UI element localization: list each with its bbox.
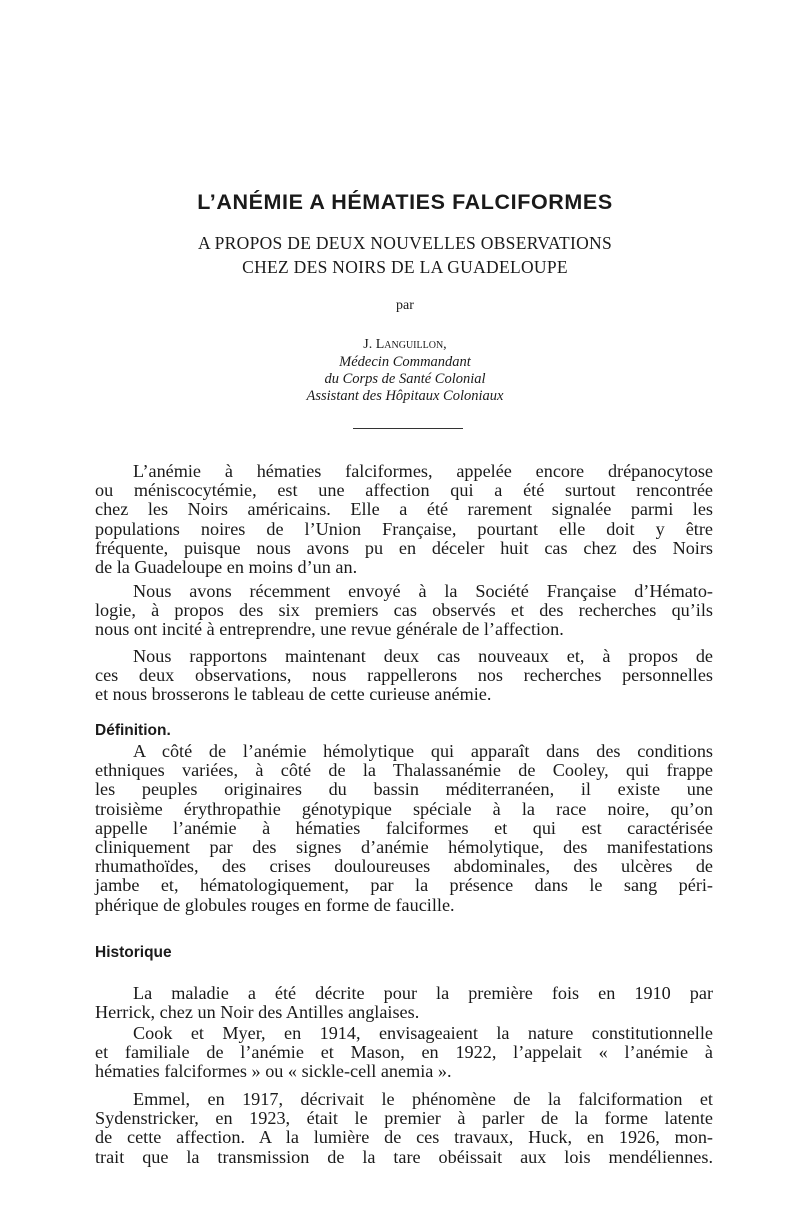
text-line: et nous brosserons le tableau de cette curieuse anémie. — [95, 684, 492, 705]
text-line: appelle l’anémie à hématies falciformes et qui est caractérisée — [95, 817, 713, 838]
article-subtitle-line-1: A PROPOS DE DEUX NOUVELLES OBSERVATIONS — [198, 233, 612, 253]
text-line: troisième érythropathie génotypique spéciale à la race noire, qu’on — [95, 798, 713, 819]
text-line: Emmel, en 1917, décrivait le phénomène de la falciformation et — [133, 1089, 713, 1109]
historique-paragraph-3 — [95, 1090, 713, 1167]
byline-par: par — [396, 298, 414, 313]
text-line: hématies falciformes » ou « sickle-cell anemia ». — [95, 1061, 452, 1082]
text-line: et familiale de l’anémie et Mason, en 1922, l’appelait « l’anémie à — [95, 1042, 713, 1063]
intro-paragraph-1 — [95, 462, 713, 577]
section-heading-historique: Historique — [95, 944, 172, 961]
text-line: La maladie a été décrite pour la première fois en 1910 par — [133, 983, 713, 1003]
text-line: Herrick, chez un Noir des Antilles anglaises. — [95, 1002, 420, 1023]
text-line: rhumathoïdes, des crises douloureuses abdominales, des ulcères de — [95, 856, 713, 877]
text-line: L’anémie à hématies falciformes, appelée encore drépanocytose — [133, 461, 713, 481]
text-line: A côté de l’anémie hémolytique qui apparaît dans des conditions — [133, 741, 713, 761]
author-name: J. Languillon, — [363, 337, 447, 352]
text-line: populations noires de l’Union Française, pourtant elle doit y être — [95, 518, 713, 539]
text-line: de cette affection. A la lumière de ces travaux, Huck, en 1926, mon- — [95, 1127, 713, 1148]
text-line: Nous rapportons maintenant deux cas nouveaux et, à propos de — [133, 646, 713, 666]
intro-paragraph-2 — [95, 582, 713, 640]
text-line: fréquente, puisque nous avons pu en déceler huit cas chez des Noirs — [95, 537, 713, 558]
text-line: ou méniscocytémie, est une affection qui a été surtout rencontrée — [95, 480, 713, 501]
text-line: ces deux observations, nous rappellerons nos recherches personnelles — [95, 665, 713, 686]
text-line: Cook et Myer, en 1914, envisageaient la nature constitutionnelle — [133, 1023, 713, 1043]
article-subtitle-line-2: CHEZ DES NOIRS DE LA GUADELOUPE — [242, 257, 568, 277]
author-affiliation-1: Médecin Commandant — [339, 354, 471, 370]
definition-paragraph — [95, 742, 713, 915]
text-line: trait que la transmission de la tare obéissait aux lois mendéliennes. — [95, 1146, 713, 1167]
text-line: Nous avons récemment envoyé à la Société Française d’Hémato- — [133, 581, 713, 601]
article-title: L’ANÉMIE A HÉMATIES FALCIFORMES — [197, 190, 613, 214]
text-line: chez les Noirs américains. Elle a été rarement signalée parmi les — [95, 499, 713, 520]
author-affiliation-3: Assistant des Hôpitaux Coloniaux — [306, 388, 504, 404]
text-line: de la Guadeloupe en moins d’un an. — [95, 556, 358, 577]
text-line: jambe et, hématologiquement, par la présence dans le sang péri- — [95, 875, 713, 896]
historique-paragraph-2 — [95, 1024, 713, 1082]
intro-paragraph-3 — [95, 647, 713, 705]
text-line: nous ont incité à entreprendre, une revue générale de l’affection. — [95, 619, 564, 640]
text-line: ethniques variées, à côté de la Thalassanémie de Cooley, qui frappe — [95, 760, 713, 781]
historique-paragraph-1 — [95, 984, 713, 1022]
text-line: cliniquement par des signes d’anémie hémolytique, des manifestations — [95, 836, 713, 857]
text-line: Sydenstricker, en 1923, était le premier à parler de la forme latente — [95, 1108, 713, 1129]
author-affiliation-2: du Corps de Santé Colonial — [324, 371, 486, 387]
text-line: les peuples originaires du bassin méditerranéen, il existe une — [95, 779, 713, 800]
title-divider — [353, 428, 463, 429]
text-line: phérique de globules rouges en forme de faucille. — [95, 894, 455, 915]
text-line: logie, à propos des six premiers cas observés et des recherches qu’ils — [95, 600, 713, 621]
section-heading-definition: Définition. — [95, 722, 171, 739]
